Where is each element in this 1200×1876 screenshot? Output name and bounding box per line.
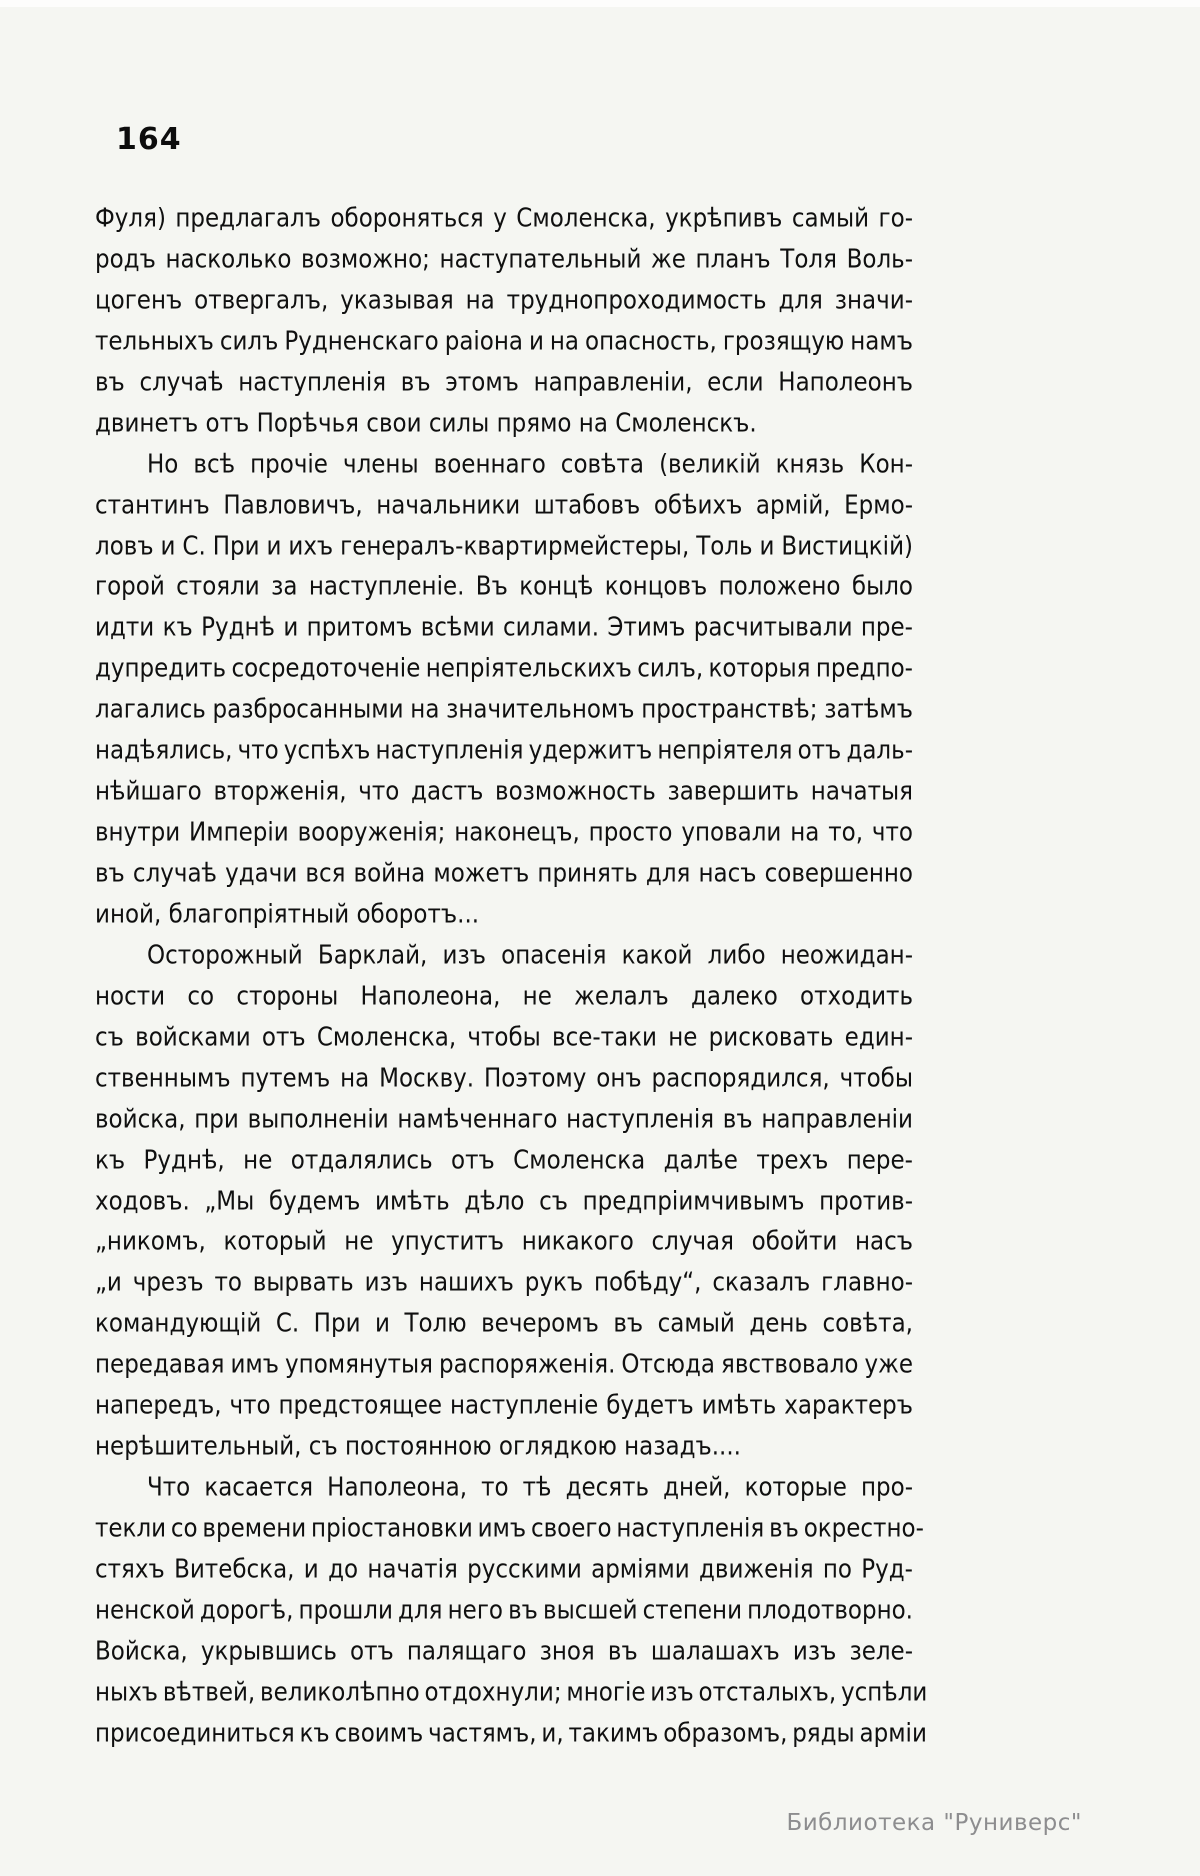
text-line: цогенъ отвергалъ, указывая на труднопроходимость для значи- xyxy=(95,285,913,315)
text-line: командующій С. При и Толю вечеромъ въ самый день совѣта, xyxy=(95,1309,913,1339)
text-line: тельныхъ силъ Рудненскаго раіона и на опасность, грозящую намъ xyxy=(95,326,913,356)
text-line: надѣялись, что успѣхъ наступленія удержитъ непріятеля отъ даль- xyxy=(95,735,913,766)
text-line: внутри Имперіи вооруженія; наконецъ, просто уповали на то, что xyxy=(95,817,913,848)
library-watermark: Библиотека "Руниверс" xyxy=(786,1810,1082,1836)
text-line: идти къ Руднѣ и притомъ всѣми силами. Этимъ расчитывали пре- xyxy=(95,613,913,643)
text-line: къ Руднѣ, не отдалялись отъ Смоленска далѣе трехъ пере- xyxy=(95,1145,913,1175)
text-line: ловъ и С. При и ихъ генералъ-квартирмейстеры, Толь и Вистицкій) xyxy=(95,531,913,561)
text-line: ходовъ. „Мы будемъ имѣть дѣло съ предпріимчивымъ против- xyxy=(95,1186,913,1216)
text-line: Осторожный Барклай, изъ опасенія какой либо неожидан- xyxy=(147,940,913,970)
text-line: ственнымъ путемъ на Москву. Поэтому онъ распорядился, чтобы xyxy=(95,1063,913,1093)
text-line: „никомъ, который не упуститъ никакого случая обойти насъ xyxy=(95,1227,913,1257)
text-line: нѣйшаго вторженія, что дастъ возможность завершить начатыя xyxy=(95,776,913,807)
text-line: ненской дорогѣ, прошли для него въ высшей степени плодотворно. xyxy=(95,1595,913,1625)
page-number: 164 xyxy=(116,122,182,157)
text-line: въ случаѣ удачи вся война можетъ принять для насъ совершенно xyxy=(95,858,913,889)
text-line: ныхъ вѣтвей, великолѣпно отдохнули; многіе изъ отсталыхъ, успѣли xyxy=(95,1677,928,1707)
text-line: стяхъ Витебска, и до начатія русскими арміями движенія по Руд- xyxy=(95,1554,913,1585)
text-line: Но всѣ прочіе члены военнаго совѣта (великій князь Кон- xyxy=(147,449,913,479)
text-line: иной, благопріятный оборотъ... xyxy=(95,899,480,930)
text-line: въ случаѣ наступленія въ этомъ направленіи, если Наполеонъ xyxy=(95,367,913,397)
text-line: напередъ, что предстоящее наступленіе будетъ имѣть характеръ xyxy=(95,1390,913,1421)
text-line: передавая имъ упомянутыя распоряженія. Отсюда явствовало уже xyxy=(95,1349,913,1380)
text-line: присоединиться къ своимъ частямъ, и, такимъ образомъ, ряды арміи xyxy=(95,1718,927,1748)
text-line: нерѣшительный, съ постоянною оглядкою назадъ.... xyxy=(95,1431,741,1462)
text-line: Фуля) предлагалъ обороняться у Смоленска, укрѣпивъ самый го- xyxy=(95,203,913,234)
text-line: лагались разбросанными на значительномъ пространствѣ; затѣмъ xyxy=(95,694,913,725)
text-line: родъ насколько возможно; наступательный же планъ Толя Воль- xyxy=(95,244,913,275)
text-line: Что касается Наполеона, то тѣ десять дней, которые про- xyxy=(147,1472,913,1503)
text-line: текли со времени пріостановки имъ своего наступленія въ окрестно- xyxy=(95,1513,924,1544)
text-line: двинетъ отъ Порѣчья свои силы прямо на Смоленскъ. xyxy=(95,408,757,438)
page-body-text xyxy=(95,199,928,1755)
text-line: дупредить сосредоточеніе непріятельскихъ силъ, которыя предпо- xyxy=(95,654,913,684)
text-line: войска, при выполненіи намѣченнаго наступленія въ направленіи xyxy=(95,1104,913,1134)
text-line: стантинъ Павловичъ, начальники штабовъ обѣихъ армій, Ермо- xyxy=(95,490,913,520)
text-line: съ войсками отъ Смоленска, чтобы все-таки не рисковать един- xyxy=(95,1022,913,1052)
text-line: Войска, укрывшись отъ палящаго зноя въ шалашахъ изъ зеле- xyxy=(95,1636,913,1666)
text-line: горой стояли за наступленіе. Въ концѣ концовъ положено было xyxy=(95,572,913,602)
text-line: ности со стороны Наполеона, не желалъ далеко отходить xyxy=(95,981,913,1011)
text-line: „и чрезъ то вырвать изъ нашихъ рукъ побѣду“, сказалъ главно- xyxy=(95,1268,913,1298)
